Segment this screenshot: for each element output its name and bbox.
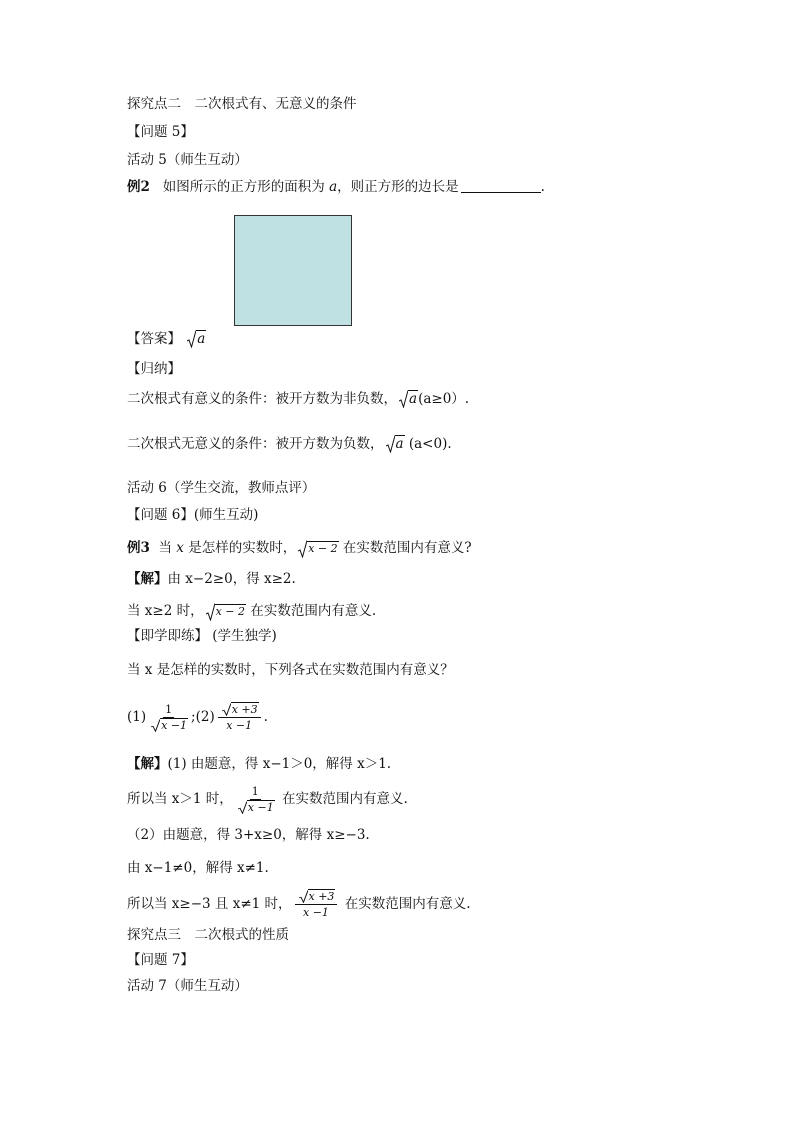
fraction-denominator: [149, 718, 188, 732]
fraction-numerator: 1: [165, 703, 173, 716]
radicand: x +3: [308, 890, 335, 903]
condition-2-text: 二次根式无意义的条件：被开方数为负数，: [127, 436, 384, 452]
solution-3-line-2: [127, 602, 376, 621]
radicand: x +3: [231, 703, 258, 716]
sqrt-a: [399, 390, 418, 408]
condition-1: [127, 390, 469, 408]
solution-part-2-line-2: 由 x−1≠0，解得 x≠1.: [127, 860, 269, 876]
radical-sign-icon: [151, 719, 160, 732]
sqrt-a: [386, 435, 405, 453]
practice-items: [127, 700, 268, 734]
fraction-numerator: [218, 703, 261, 718]
activity-5-label: 活动 5（师生互动）: [127, 152, 248, 168]
solution-label: 【解】: [127, 756, 168, 772]
radical-sign-icon: [399, 390, 408, 408]
condition-1-text: 二次根式有意义的条件：被开方数为非负数，: [127, 391, 397, 407]
example-3-label: 例3: [127, 540, 150, 556]
conclusion-pre: 所以当 x≥−3 且 x≠1 时，: [127, 896, 292, 912]
activity-6-label: 活动 6（学生交流，教师点评）: [127, 480, 316, 496]
question-7-label: 【问题 7】: [127, 952, 194, 968]
induction-label: 【归纳】: [127, 361, 181, 377]
fraction-1: [236, 785, 275, 814]
radical-sign-icon: [222, 703, 231, 716]
sqrt-a: [187, 330, 206, 348]
example-2-text-pre: 如图所示的正方形的面积为: [162, 179, 330, 195]
example-3-var: x: [176, 540, 184, 556]
radicand: x − 2: [215, 605, 246, 618]
square-figure: [234, 215, 352, 326]
question-6-label: 【问题 6】(师生互动): [127, 507, 259, 523]
solution-part-2: （2）由题意，得 3+x≥0，解得 x≥−3.: [127, 827, 370, 843]
radicand: x −1: [161, 719, 188, 732]
answer-label: 【答案】: [127, 331, 181, 347]
example-3: [127, 539, 472, 558]
solution-3-line-1: [127, 570, 296, 588]
conclusion-post: 在实数范围内有意义.: [277, 791, 408, 807]
conclusion-post: 在实数范围内有意义.: [340, 896, 471, 912]
solution-part-2-conclusion: [127, 884, 471, 924]
practice-question: 当 x 是怎样的实数时，下列各式在实数范围内有意义？: [127, 662, 454, 678]
answer-blank: [461, 178, 541, 193]
sqrt-x-minus-1: [151, 719, 188, 732]
example-2-end: .: [540, 179, 545, 195]
example-2-var: a: [329, 179, 338, 195]
fraction-numerator: 1: [251, 785, 259, 798]
condition-1-tail: (a≥0）.: [418, 391, 470, 407]
solution-part-1-conclusion: [127, 782, 408, 816]
solution-3-pre: 当 x≥2 时，: [127, 603, 204, 619]
item-1-label: (1): [127, 709, 147, 725]
sqrt-x-minus-2: [206, 603, 246, 621]
radical-sign-icon: [187, 330, 196, 348]
activity-7-label: 活动 7（师生互动）: [127, 978, 248, 994]
solution-3-post: 在实数范围内有意义.: [246, 603, 377, 619]
section-2-title: 探究点二 二次根式有、无意义的条件: [127, 96, 357, 112]
radicand: a: [409, 391, 418, 407]
radical-sign-icon: [206, 603, 215, 621]
example-3-mid: 是怎样的实数时，: [183, 540, 297, 556]
condition-2-tail: (a<0).: [408, 436, 452, 452]
radical-sign-icon: [299, 890, 308, 903]
conclusion-pre: 所以当 x＞1 时，: [127, 791, 233, 807]
example-2-label: 例2: [127, 179, 150, 195]
fraction-denominator: x −1: [303, 906, 329, 919]
radical-sign-icon: [386, 435, 395, 453]
condition-2: [127, 435, 452, 453]
question-5-label: 【问题 5】: [127, 124, 194, 140]
solution-part-1-text: (1) 由题意，得 x−1＞0，解得 x＞1.: [167, 756, 392, 772]
fraction-1: [149, 703, 188, 732]
solution-label: 【解】: [127, 571, 168, 587]
radicand: a: [395, 436, 404, 452]
sqrt-x-minus-2: [298, 540, 338, 558]
solution-3-line-1-text: 由 x−2≥0，得 x≥2.: [167, 571, 296, 587]
fraction-2: [218, 703, 261, 732]
answer-line: [127, 330, 206, 348]
solution-part-1: [127, 755, 391, 773]
radical-sign-icon: [238, 801, 247, 814]
sqrt-x-plus-3: [222, 703, 259, 716]
radical-sign-icon: [298, 540, 307, 558]
example-2-text-post: ，则正方形的边长是: [337, 179, 459, 195]
fraction-numerator: [295, 890, 338, 905]
section-3-title: 探究点三 二次根式的性质: [127, 927, 289, 943]
radicand: a: [197, 331, 206, 347]
items-end: .: [263, 709, 268, 725]
example-2: [127, 178, 545, 196]
example-3-post: 在实数范围内有意义?: [338, 540, 472, 556]
fraction-denominator: x −1: [226, 719, 253, 732]
radicand: x −1: [247, 801, 274, 814]
example-3-pre: 当: [158, 540, 177, 556]
item-separator: ;(2): [191, 709, 215, 725]
radicand: x − 2: [308, 542, 338, 555]
sqrt-x-plus-3: [299, 890, 336, 903]
sqrt-x-minus-1: [238, 801, 275, 814]
fraction-2: [295, 890, 338, 919]
practice-label: 【即学即练】 (学生独学): [127, 628, 277, 644]
fraction-denominator: [236, 800, 275, 814]
